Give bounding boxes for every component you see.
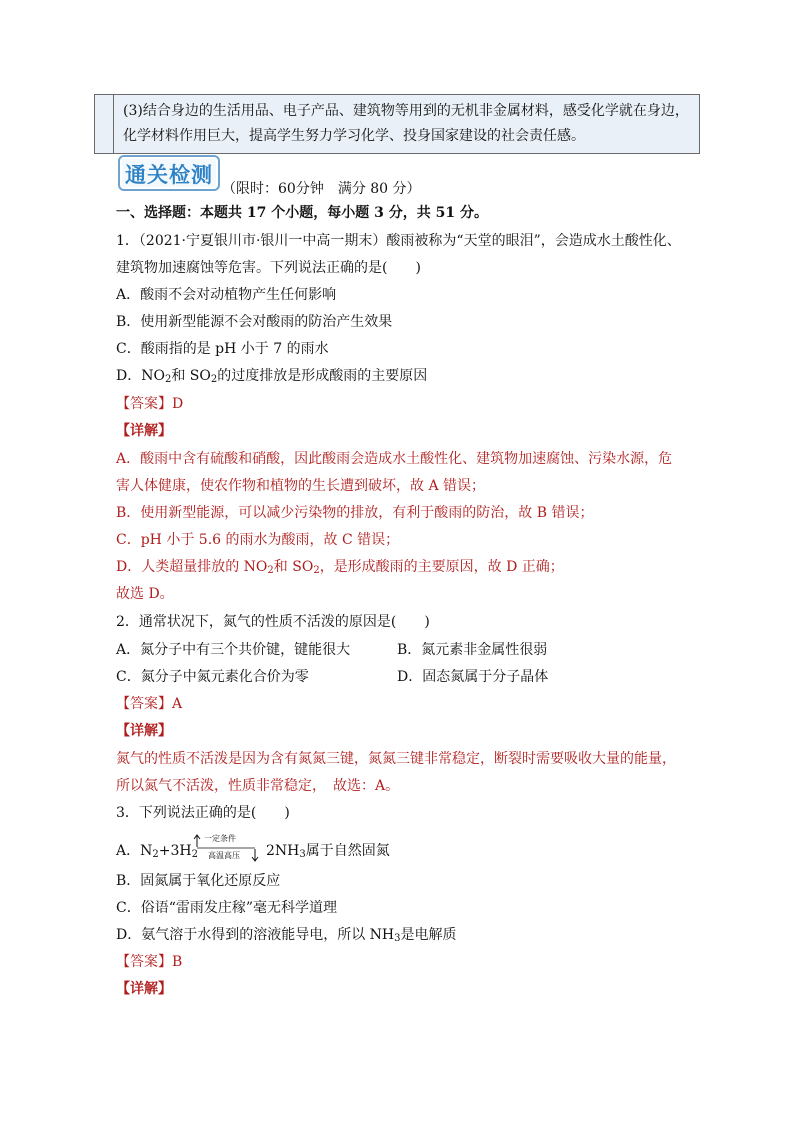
q2-options-row-1 — [116, 640, 350, 660]
q3-option-c: C．俗语“雷雨发庄稼”毫无科学道理 — [116, 900, 338, 916]
q1-explanation-a-line-1: A．酸雨中含有硫酸和硝酸，因此酸雨会造成水土酸性化、建筑物加速腐蚀、污染水源，危 — [116, 451, 673, 467]
q2-option-c: C．氮分子中氮元素化合价为零 — [116, 669, 309, 685]
q1-answer: 【答案】D — [116, 396, 184, 412]
objective-text — [123, 99, 693, 149]
q1-option-c: C．酸雨指的是 pH 小于 7 的雨水 — [116, 341, 329, 357]
q2-option-d: D．固态氮属于分子晶体 — [397, 669, 549, 685]
q1-option-a: A．酸雨不会对动植物产生任何影响 — [116, 287, 337, 303]
q1-stem-line-1: 1．（2021·宁夏银川市·银川一中高一期末）酸雨被称为“天堂的眼泪”，会造成水土酸性化、 — [116, 233, 681, 249]
q3-detail-label: 【详解】 — [116, 981, 172, 997]
q1-explanation-c: C．pH 小于 5.6 的雨水为酸雨，故 C 错误； — [116, 532, 400, 548]
objective-line-2: 化学材料作用巨大，提高学生努力学习化学、投身国家建设的社会责任感。 — [123, 128, 585, 144]
q3-stem: 3．下列说法正确的是( ) — [116, 805, 290, 821]
q3-condition-below: 高温高压 — [208, 851, 240, 860]
objective-box — [94, 94, 700, 154]
q3-option-a-products: $2NH_3$属于自然固氮 — [266, 843, 390, 860]
q2-stem: 2．通常状况下，氮气的性质不活泼的原因是( ) — [116, 614, 430, 630]
q2-detail-label: 【详解】 — [116, 723, 172, 739]
q1-stem-line-2: 建筑物加速腐蚀等危害。下列说法正确的是( ) — [116, 260, 421, 276]
section-heading: 一、选择题：本题共 17 个小题，每小题 3 分，共 51 分。 — [116, 205, 488, 221]
section-badge-label: 通关检测 — [125, 163, 213, 187]
q3-option-b: B．固氮属于氧化还原反应 — [116, 873, 281, 889]
q1-explanation-d: D．人类超量排放的 $NO_2$和 $SO_2$，是形成酸雨的主要原因，故 D 正确； — [116, 559, 564, 576]
q2-explanation-line-1: 氮气的性质不活泼是因为含有氮氮三键，氮氮三键非常稳定，断裂时需要吸收大量的能量， — [116, 751, 676, 767]
q1-option-d: D．$NO_2$和 $SO_2$的过度排放是形成酸雨的主要原因 — [116, 368, 428, 385]
q1-detail-label: 【详解】 — [116, 423, 172, 439]
objective-line-1: (3)结合身边的生活用品、电子产品、建筑物等用到的无机非金属材料，感受化学就在身边， — [123, 103, 689, 119]
time-limit: （限时：60分钟 满分 80 分） — [222, 181, 421, 197]
q1-option-b: B．使用新型能源不会对酸雨的防治产生效果 — [116, 314, 393, 330]
q3-condition-above: 一定条件 — [204, 834, 236, 843]
section-badge — [118, 155, 220, 191]
q2-option-a: A．氮分子中有三个共价键，键能很大 — [116, 642, 351, 658]
q2-explanation-line-2: 所以氮气不活泼，性质非常稳定， 故选：A。 — [116, 778, 400, 794]
q2-option-b: B．氮元素非金属性很弱 — [397, 642, 548, 658]
q1-conclusion: 故选 D。 — [116, 586, 174, 602]
objective-box-margin — [95, 95, 114, 153]
q3-option-a-reactants: A．$N_2+3H_2$ — [116, 843, 198, 860]
q1-explanation-b: B．使用新型能源，可以减少污染物的排放，有利于酸雨的防治，故 B 错误； — [116, 505, 594, 521]
q3-option-d: D．氨气溶于水得到的溶液能导电，所以 $NH_3$是电解质 — [116, 927, 457, 944]
q3-answer: 【答案】B — [116, 954, 183, 970]
q2-answer: 【答案】A — [116, 696, 183, 712]
q1-explanation-a-line-2: 害人体健康，使农作物和植物的生长遭到破坏，故 A 错误； — [116, 478, 486, 494]
